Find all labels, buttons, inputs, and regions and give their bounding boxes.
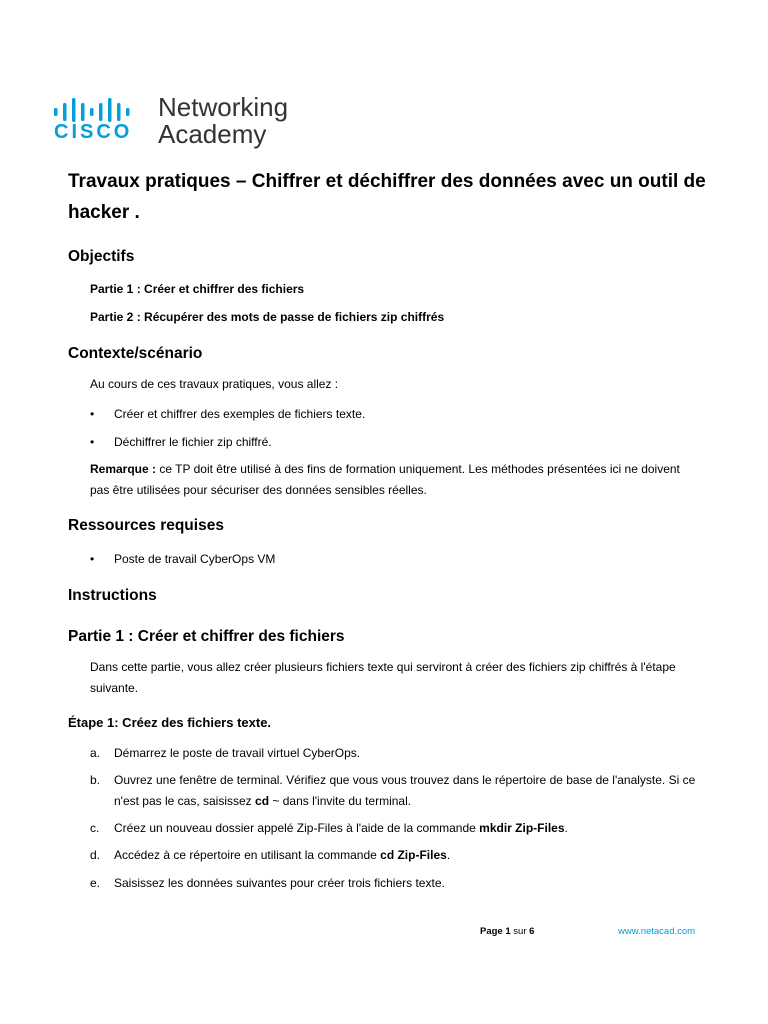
cisco-networking-academy-logo [48,86,298,166]
heading-etape-1: Étape 1: Créez des fichiers texte. [68,715,272,730]
netacad-link[interactable]: www.netacad.com [618,926,696,937]
remarque-label: Remarque : [90,462,157,476]
command-text: cd [255,794,270,808]
heading-instructions: Instructions [68,587,157,604]
bullet-icon: • [90,407,95,421]
contexte-intro: Au cours de ces travaux pratiques, vous allez : [90,377,339,391]
logo-cisco-text: CISCO [54,121,133,143]
heading-contexte: Contexte/scénario [68,345,203,362]
logo-networking-text: Networking [158,92,289,122]
page-number: Page 1 sur 6 [480,926,535,937]
bullet-icon: • [90,552,95,566]
document-title: Travaux pratiques – Chiffrer et déchiffrer des données avec un outil de hacker . [68,171,706,223]
cisco-bars-icon [54,98,150,122]
command-text: cd Zip-Files [380,848,447,862]
heading-objectifs: Objectifs [68,248,135,265]
remarque-text: ce TP doit être utilisé à des fins de formation uniquement. Les méthodes présentées ici ne doivent pas être utilisées pour sécuriser des données sensibles réelles. [90,462,680,497]
heading-ressources: Ressources requises [68,517,224,534]
partie-1-intro: Dans cette partie, vous allez créer plusieurs fichiers texte qui serviront à créer des fichiers zip chiffrés à l'étape suivante. [90,660,676,695]
objectif-part-2: Partie 2 : Récupérer des mots de passe de fichiers zip chiffrés [90,310,445,324]
heading-partie-1: Partie 1 : Créer et chiffrer des fichiers [68,628,345,645]
logo-academy-text: Academy [158,119,267,149]
remarque-paragraph [90,459,700,501]
bullet-icon: • [90,435,95,449]
objectif-part-1: Partie 1 : Créer et chiffrer des fichiers [90,282,305,296]
command-text: mkdir Zip-Files [479,821,565,835]
